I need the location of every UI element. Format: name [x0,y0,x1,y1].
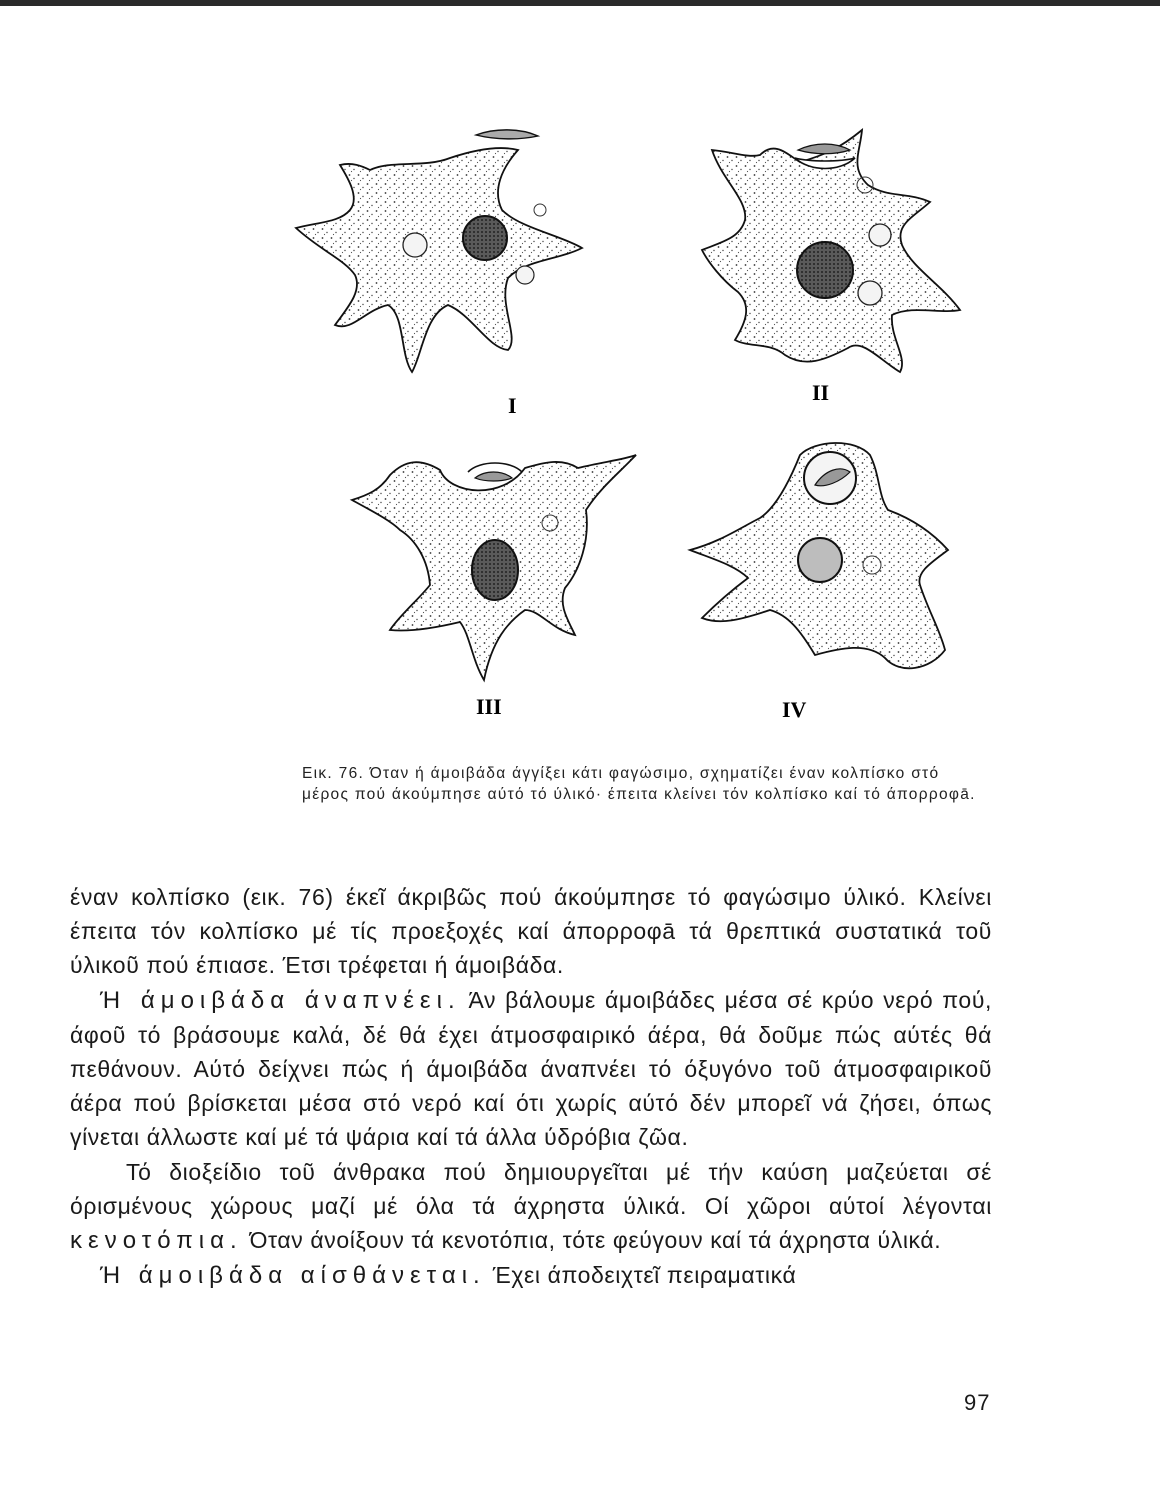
paragraph-2 [70,983,992,1155]
page-number: 97 [964,1390,991,1415]
figure-label-4: IV [782,697,807,722]
paragraph-4-text: Έχει άποδειχτεῖ πειραματικά [492,1262,797,1289]
figure-label-1: I [508,393,517,418]
paragraph-4 [70,1258,992,1293]
paragraph-3-text-a: Τό διοξείδιο τοῦ άνθρακα πού δημιουργεῖται μέ τήν καύση μαζεύεται σέ όρισμένους χώρους μαζί μέ όλα τά άχρηστα ύλικά. Οί χῶροι αύτοί λέγονται [70,1158,992,1219]
paragraph-1: έναν κολπίσκο (εικ. 76) έκεῖ άκριβῶς πού άκούμπησε τό φαγώσιμο ύλικό. Κλείνει έπειτα τόν κολπίσκο μέ τίς προεξοχές καί άπορροφā τά θρεπτικά συστατικά τοῦ ύλικοῦ πού έπιασε. Έτσι τρέφεται ή άμοιβάδα. [70,884,992,979]
figure-caption: Εικ. 76. Όταν ή άμοιβάδα άγγίξει κάτι φαγώσιμο, σχηματίζει έναν κολπίσκο στό μέρος πού άκούμπησε αύτό τό ύλικό· έπειτα κλείνει τόν κολπίσκο καί τό άπορροφā. [302,765,976,803]
amoeba-stage-1 [296,130,582,418]
amoeba-illustration [240,110,995,750]
paragraph-3-text-b: Όταν άνοίξουν τά κενοτόπια, τότε φεύγουν καί τά άχρηστα ύλικά. [249,1227,942,1254]
paragraph-2-text: Άν βάλουμε άμοιβάδες μέσα σέ κρύο νερό πού, άφοῦ τό βράσουμε καλά, δέ θά έχει άτμοσφαιρικό άέρα, θά δοῦμε πώς αύτές θά πεθάνουν. Αύτό δείχνει πώς ή άμοιβάδα άναπνέει τό όξυγόνο τοῦ άτμοσφαιρικοῦ άέρα πού βρίσκεται μέσα στό νερό καί ότι χωρίς αύτό δέν μπορεῖ νά ζήσει, όπως γίνεται άλλωστε καί μέ τά ψάρια καί τά άλλα ύδρόβια ζῶα. [70,986,992,1151]
body-text [70,880,992,1293]
amoeba-stage-2 [702,130,960,405]
figure-label-3: III [476,694,502,719]
term-vacuoles: κενοτόπια. [70,1227,243,1255]
section-heading-sensing: Ή άμοιβάδα αίσθάνεται. [100,1262,486,1290]
paragraph-3 [70,1155,992,1259]
section-heading-breathing: Ή άμοιβάδα άναπνέει. [100,986,461,1014]
top-edge-rule [0,0,1160,6]
amoeba-figure [240,110,995,750]
amoeba-stage-3 [352,455,636,719]
amoeba-stage-4 [690,443,948,722]
figure-label-2: II [812,380,830,405]
